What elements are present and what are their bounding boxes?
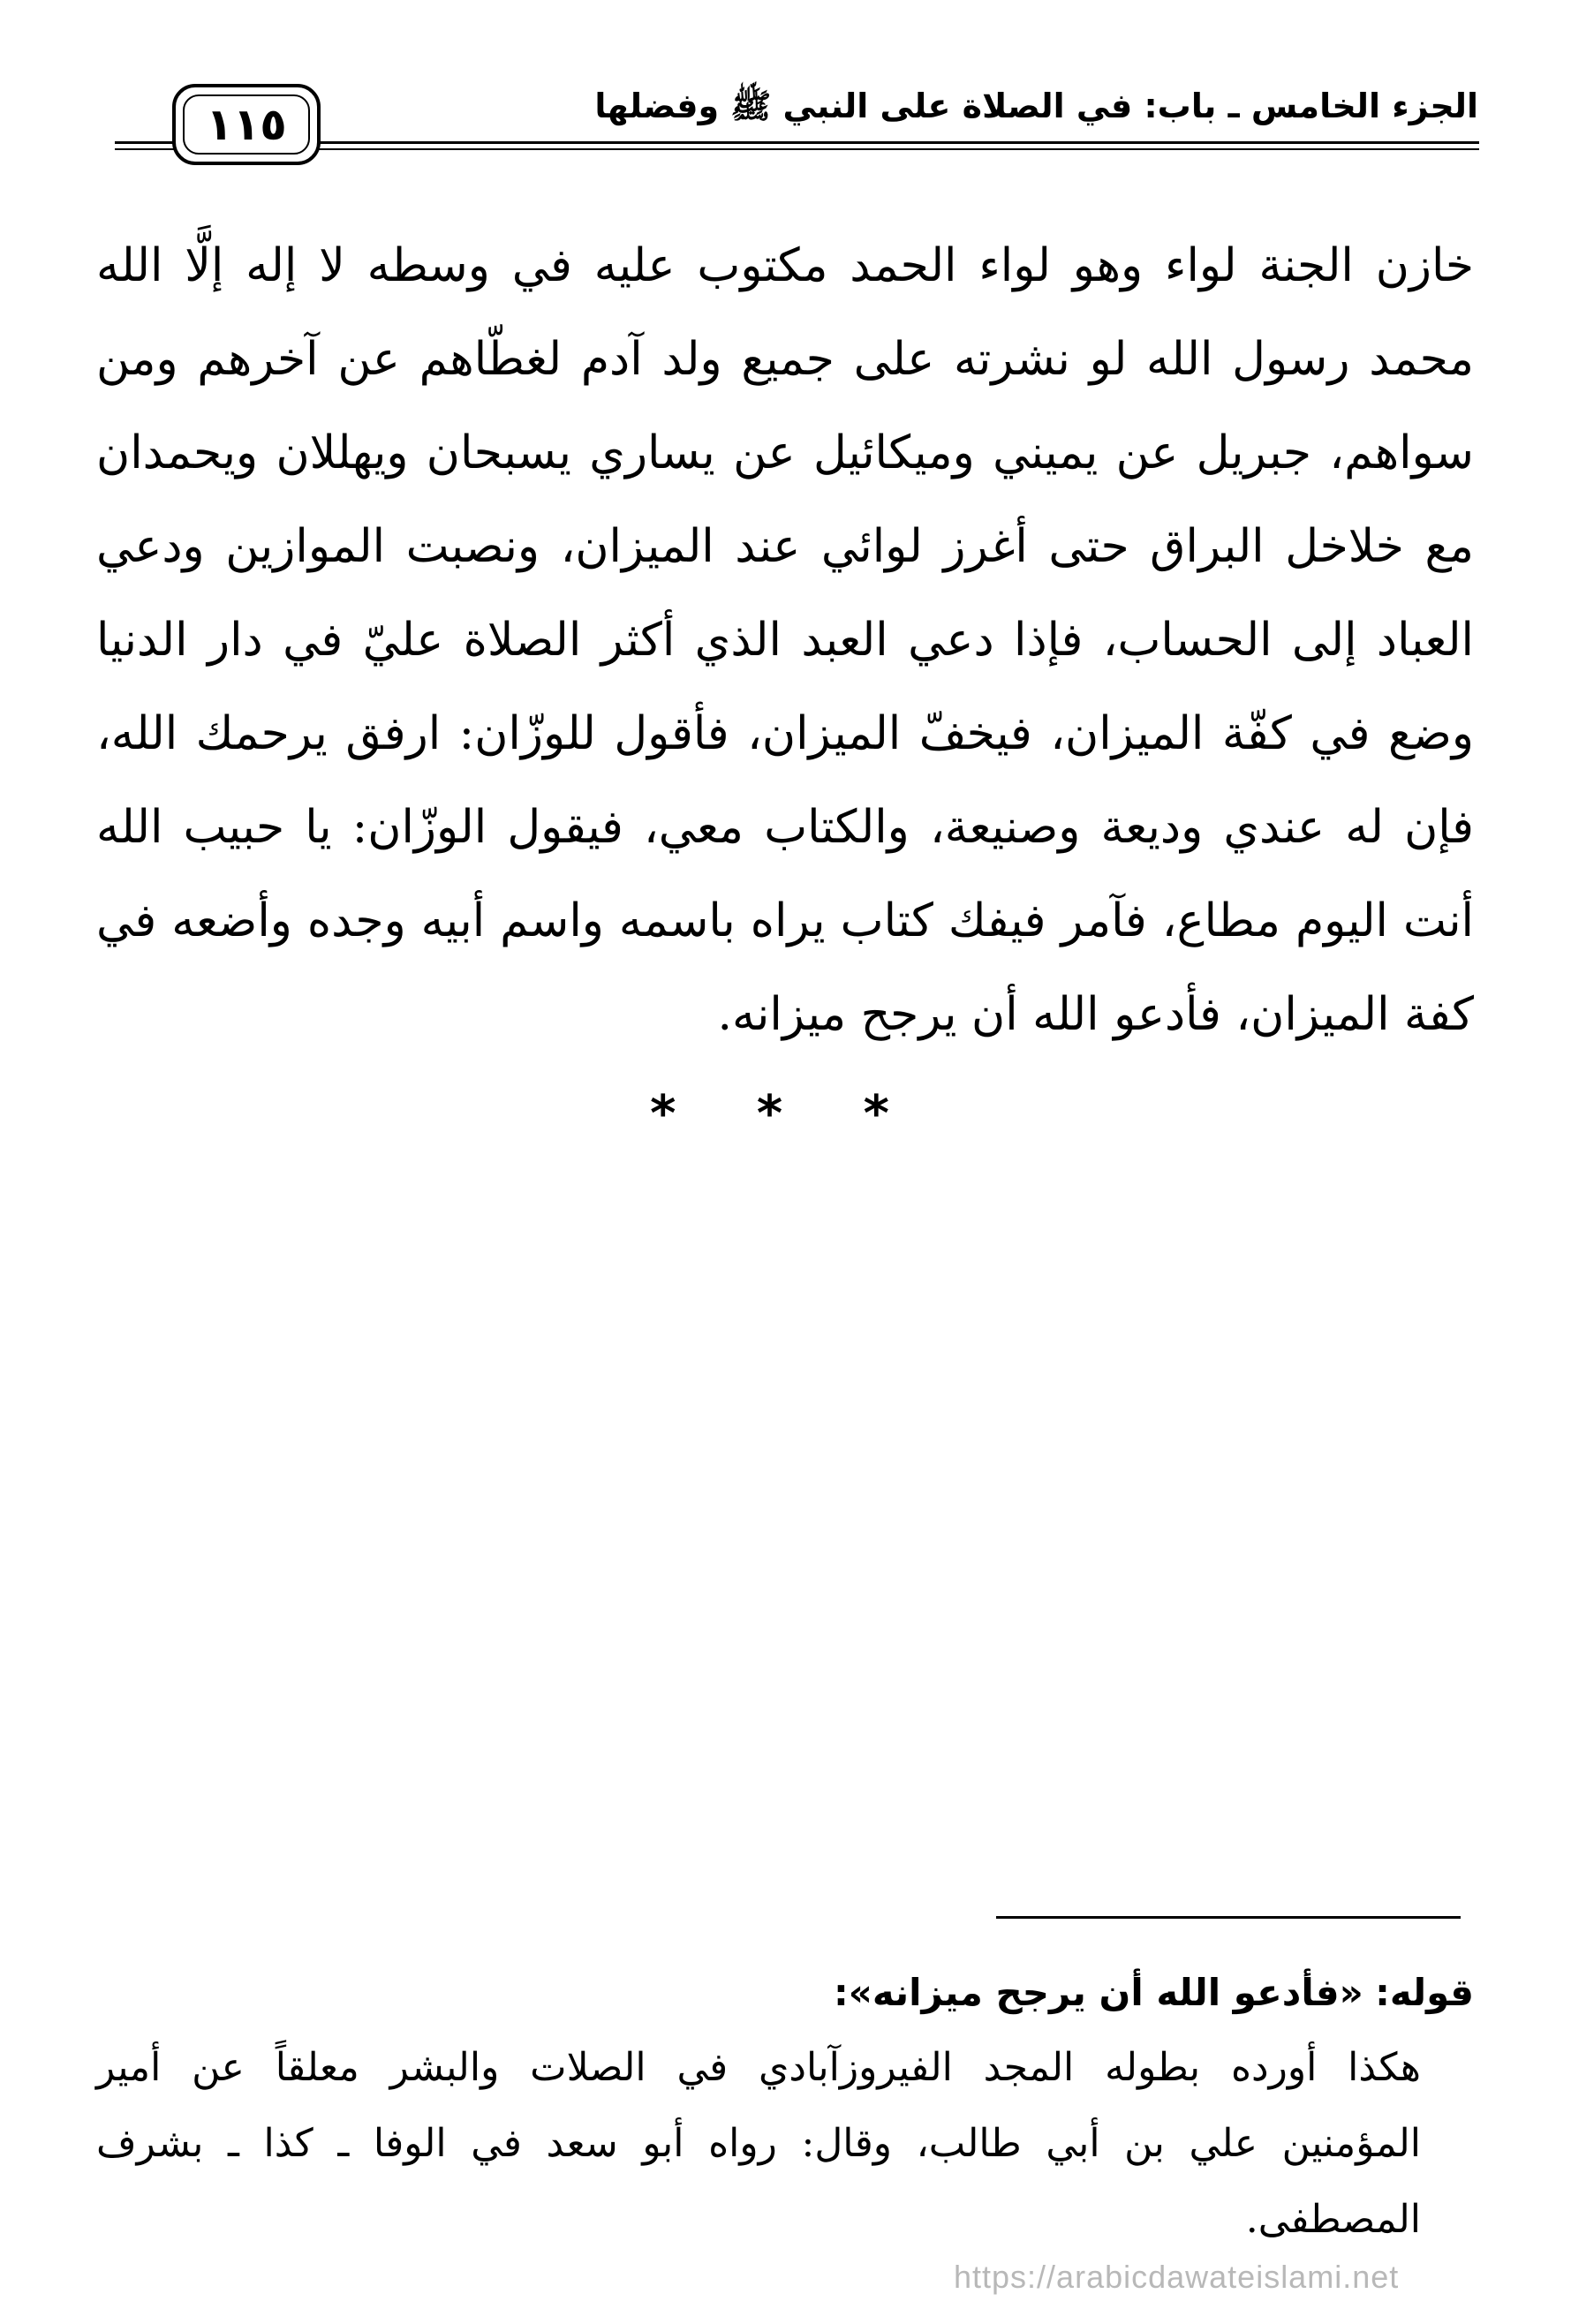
footnote-heading [96, 1956, 1474, 2030]
text-line: سواهم، جبريل عن يميني وميكائيل عن يساري يسبحان ويهللان ويحمدان [96, 426, 1474, 479]
section-separator: * * * [650, 1085, 921, 1143]
text-line: أنت اليوم مطاع، فآمر فيفك كتاب يراه باسمه واسم أبيه وجده وأضعه في [96, 894, 1474, 947]
footnote-block [96, 1956, 1474, 2258]
text-line: محمد رسول الله لو نشرته على جميع ولد آدم لغطّاهم عن آخرهم ومن [96, 333, 1474, 386]
page-number: ١١٥ [206, 99, 287, 150]
footnote-line: هكذا أورده بطوله المجد الفيروزآبادي في الصلات والبشر معلقاً عن أمير [96, 2045, 1421, 2090]
running-header-title: الجزء الخامس ـ باب: في الصلاة على النبي ﷺ وفضلها [594, 87, 1478, 125]
footnote-rule [996, 1916, 1461, 1919]
main-text-block [96, 219, 1474, 1061]
text-line: العباد إلى الحساب، فإذا دعي العبد الذي أكثر الصلاة عليّ في دار الدنيا [96, 614, 1474, 667]
text-line: خازن الجنة لواء وهو لواء الحمد مكتوب عليه في وسطه لا إله إلَّا الله [96, 239, 1474, 292]
page-number-frame [172, 84, 321, 165]
footnote-line: المصطفى. [1245, 2197, 1421, 2242]
footnote-text [96, 2030, 1421, 2258]
text-line: مع خلاخل البراق حتى أغرز لوائي عند الميزان، ونصبت الموازين ودعي [96, 520, 1474, 573]
text-line: وضع في كفّة الميزان، فيخفّ الميزان، فأقول للوزّان: ارفق يرحمك الله، [96, 707, 1474, 760]
watermark-url: https://arabicdawateislami.net [954, 2259, 1400, 2295]
text-line: كفة الميزان، فأدعو الله أن يرجح ميزانه. [717, 988, 1474, 1041]
footnote-label: قوله: [1375, 1971, 1474, 2014]
footnote-line: المؤمنين علي بن أبي طالب، وقال: رواه أبو سعد في الوفا ـ كذا ـ بشرف [96, 2121, 1421, 2166]
text-line: فإن له عندي وديعة وصنيعة، والكتاب معي، فيقول الوزّان: يا حبيب الله [96, 801, 1474, 854]
footnote-quote: «فأدعو الله أن يرجح ميزانه»: [833, 1971, 1363, 2014]
